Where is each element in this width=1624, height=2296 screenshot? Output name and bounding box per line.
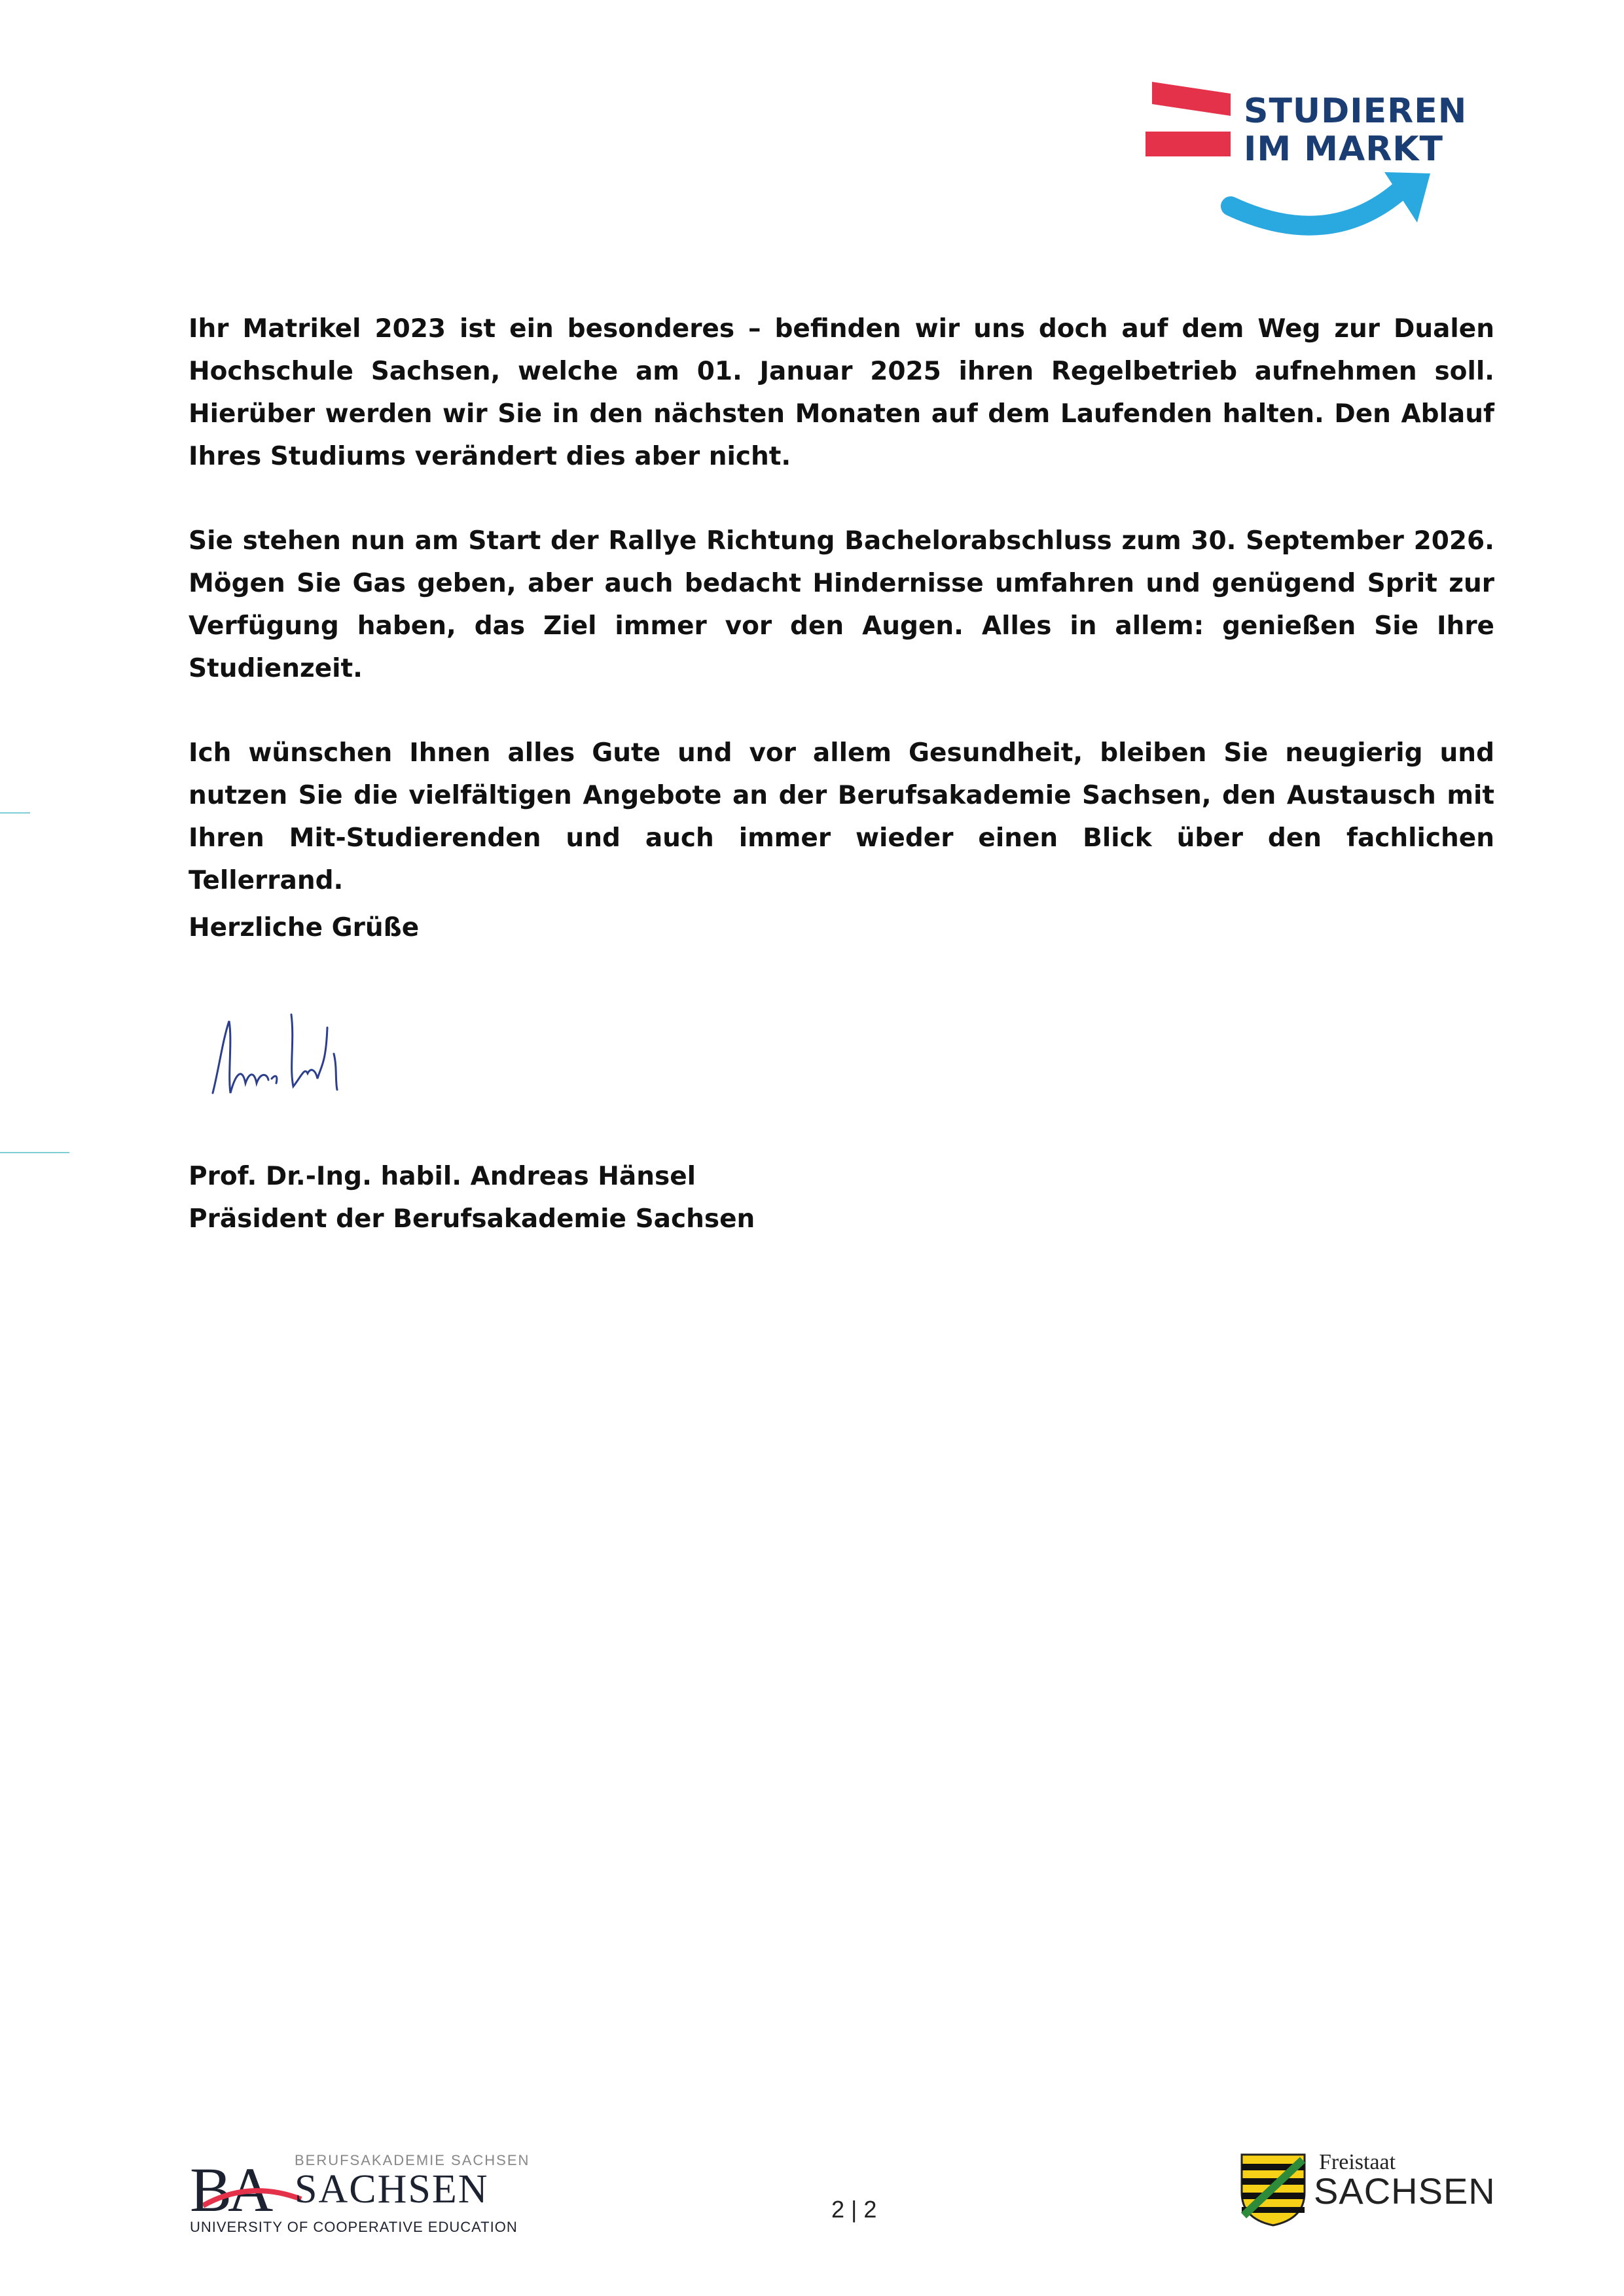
ba-sachsen-logo [190,2127,530,2235]
logo-line-2: IM MARKT [1244,130,1443,169]
studieren-im-markt-logo [1139,75,1479,249]
ba-name: SACHSEN [295,2167,489,2212]
freistaat-sachsen-logo [1240,2150,1502,2229]
closing-greeting: Herzliche Grüße [189,913,420,942]
logo-line-1: STUDIEREN [1244,92,1468,131]
ba-subtitle: UNIVERSITY OF COOPERATIVE EDUCATION [190,2219,518,2235]
handwritten-signature [203,1001,353,1100]
signature-block [189,1155,755,1240]
ba-letters: BA [190,2155,270,2225]
paragraph-1: Ihr Matrikel 2023 ist ein besonderes – befinden wir uns doch auf dem Weg zur Dualen Hochschule Sachsen, welche am 01. Januar 2025 ihren Regelbetrieb aufnehmen soll. Hierüber werden wir Sie in den nächsten Monaten auf dem Laufenden halten. Den Ablauf Ihres Studiums verändert dies aber nicht. [189,314,1494,471]
paragraph-2: Sie stehen nun am Start der Rallye Richtung Bachelorabschluss zum 30. September 2026. Mögen Sie Gas geben, aber auch bedacht Hindernisse umfahren und genügend Sprit zur Verfügung haben, das Ziel immer vor den Augen. Alles in allem: genießen Sie Ihre Studienzeit. [189,526,1494,683]
ba-swoosh-icon [203,2173,308,2212]
ba-small-text: BERUFSAKADEMIE SACHSEN [295,2152,530,2168]
sachsen-label: SACHSEN [1314,2170,1496,2212]
letter-body [189,308,1494,944]
paragraph-3: Ich wünschen Ihnen alles Gute und vor allem Gesundheit, bleiben Sie neugierig und nutzen Sie die vielfältigen Angebote an der Berufsakademie Sachsen, den Austausch mit Ihren Mit-Studierenden und auch immer wieder einen Blick über den fachlichen Tellerrand. [189,738,1494,895]
signer-name: Prof. Dr.-Ing. habil. Andreas Hänsel [189,1162,696,1191]
saxony-coat-of-arms-icon [1240,2153,1306,2227]
page-number: 2 | 2 [831,2196,877,2223]
fold-mark-2 [0,1152,69,1153]
fold-mark-1 [0,812,30,814]
freistaat-label: Freistaat [1319,2150,1396,2174]
signer-title: Präsident der Berufsakademie Sachsen [189,1204,755,1234]
